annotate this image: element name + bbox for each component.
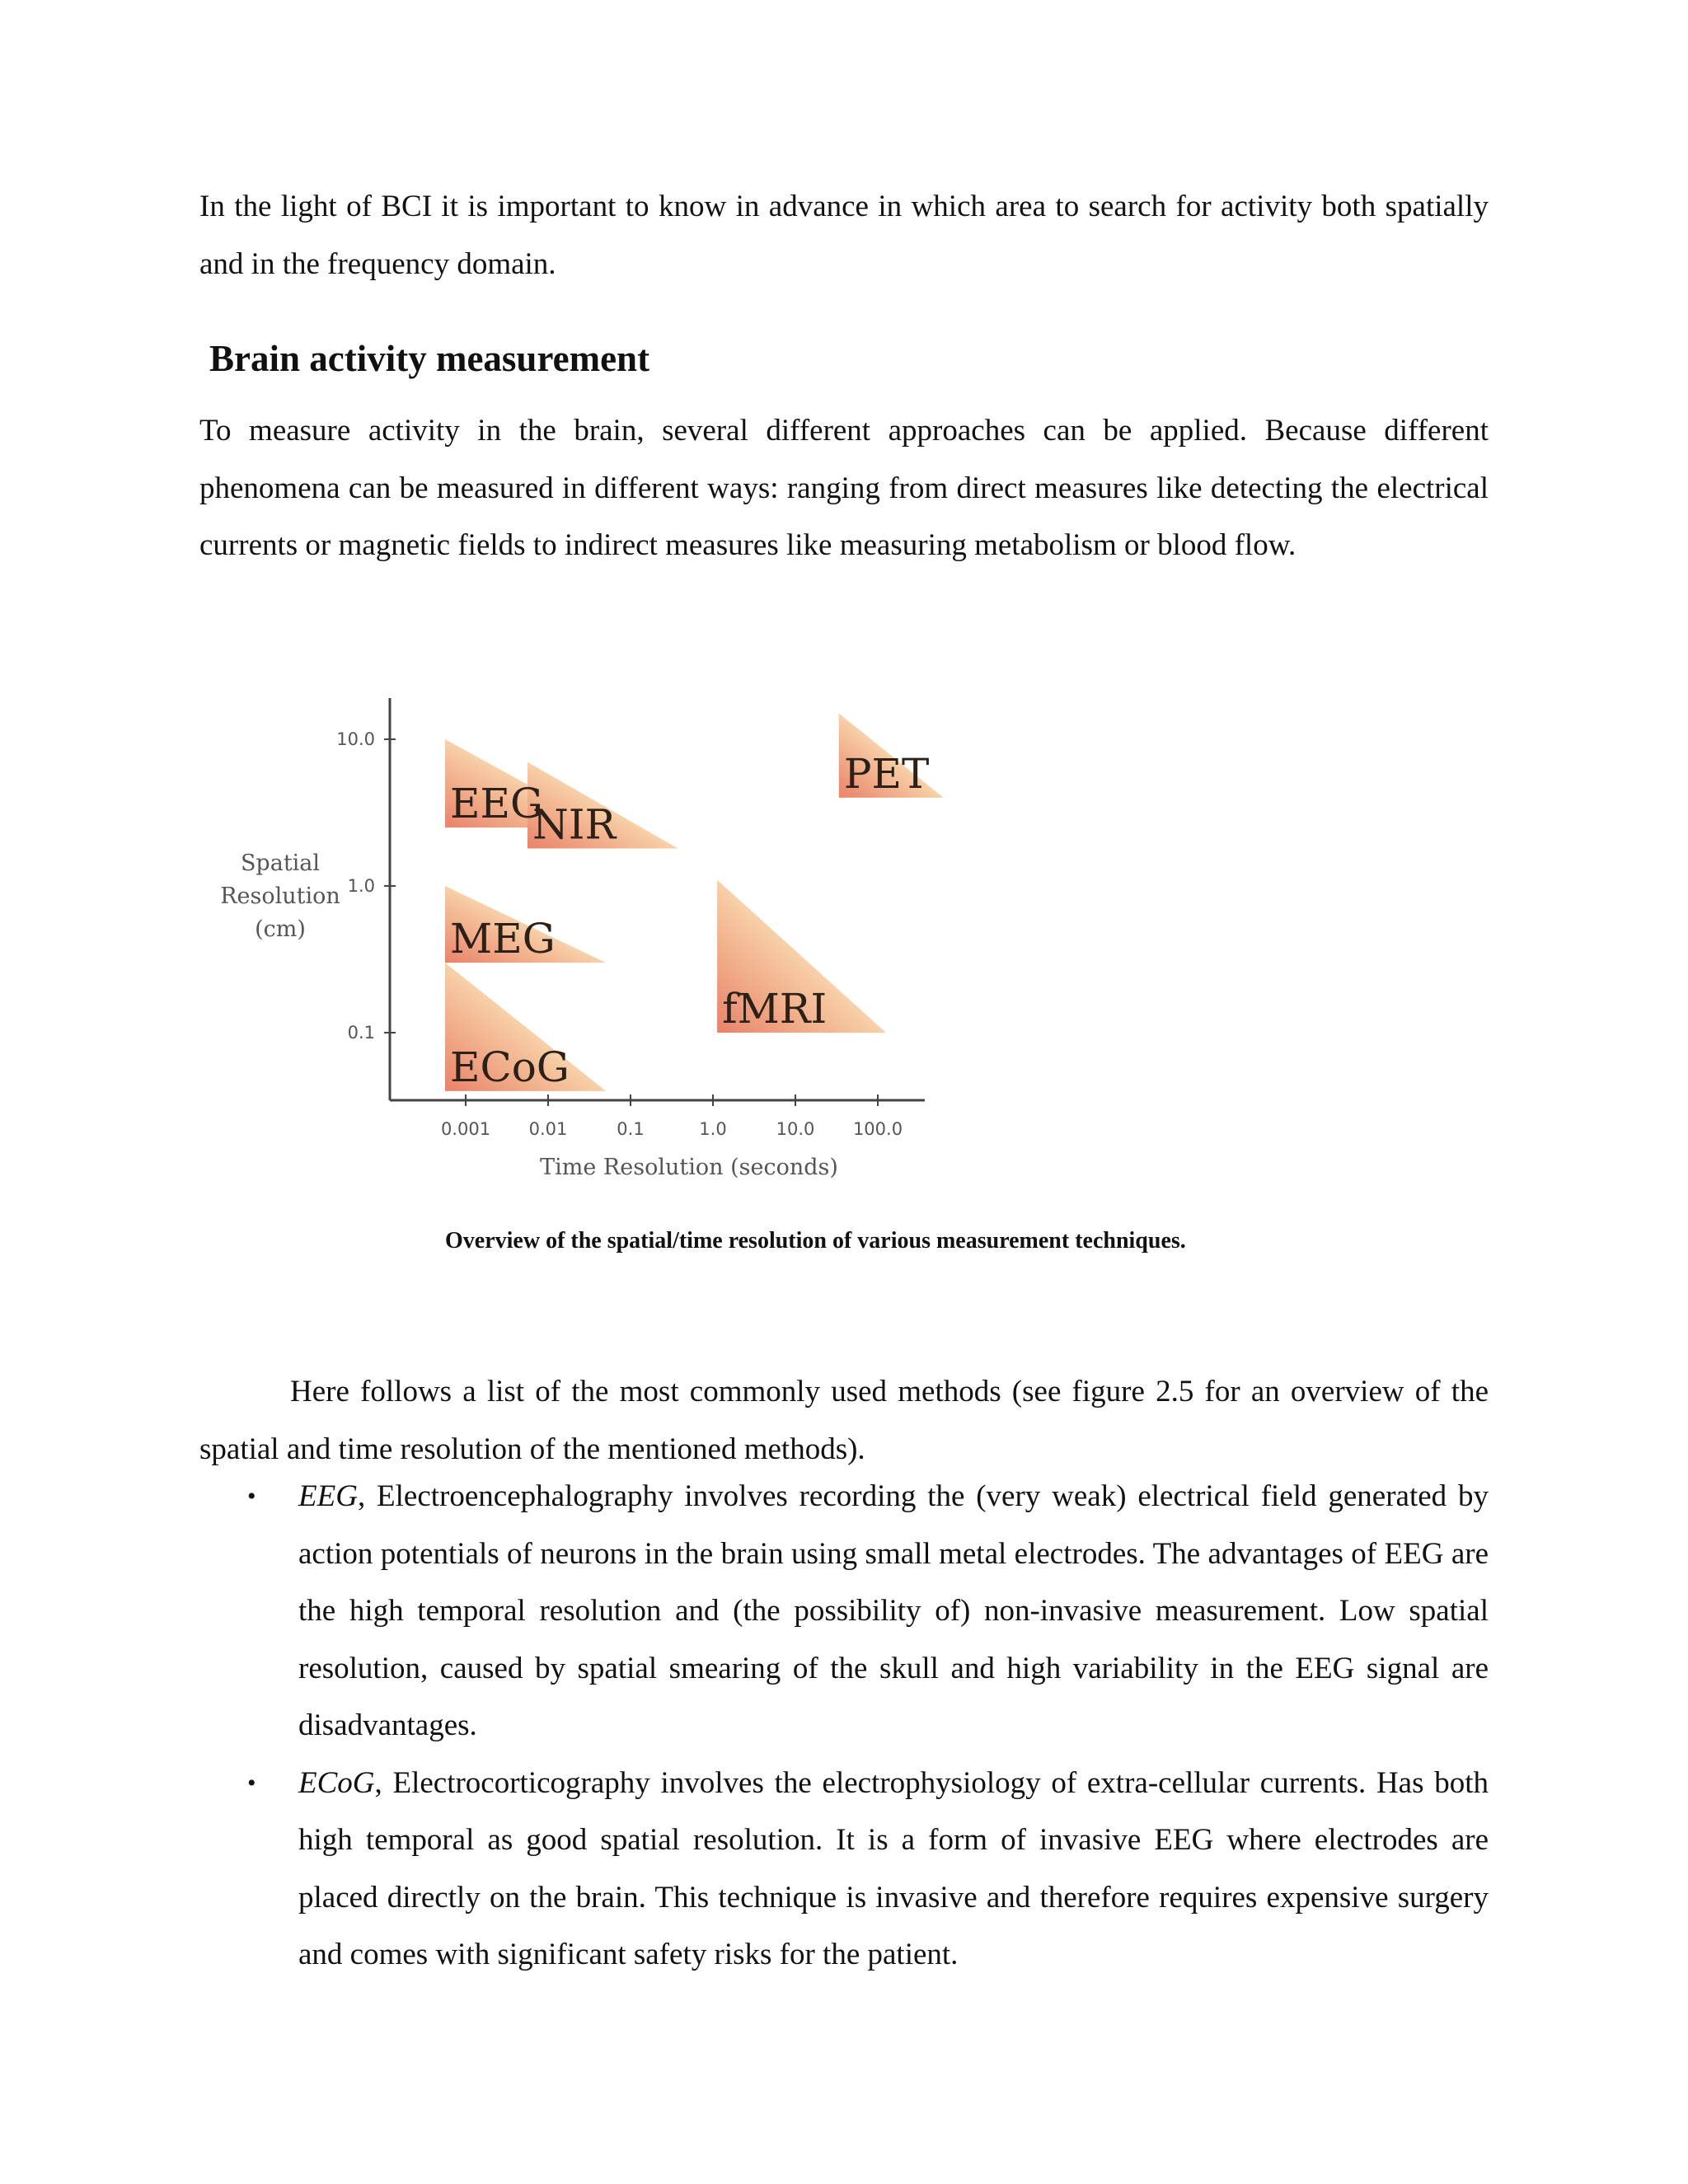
method-description: , Electrocorticography involves the electrophysiology of extra-cellular currents. Has both high temporal as good spatial resolution. It is a form of invasive EEG where electrodes are placed directly on the brain. This technique is invasive and therefore requires expensive surgery and comes with significant safety risks for the patient. (298, 1765, 1489, 1971)
y-tick-label: 10.0 (336, 729, 375, 749)
technique-label-ecog: ECoG (450, 1043, 570, 1091)
x-tick-label: 0.001 (440, 1119, 491, 1139)
list-item (199, 1755, 1489, 1984)
y-axis-title-line-2: Resolution (220, 883, 340, 909)
x-axis-title: Time Resolution (seconds) (540, 1155, 838, 1180)
y-axis-title-line-3: (cm) (255, 916, 306, 942)
technique-label-eeg: EEG (450, 780, 543, 828)
bullet-icon: • (247, 1483, 256, 1510)
x-tick-label: 0.01 (528, 1119, 568, 1139)
technique-label-nir: NIR (532, 800, 617, 849)
x-tick-label: 1.0 (699, 1119, 727, 1139)
technique-label-fmri: fMRI (722, 985, 828, 1033)
list-item (199, 1468, 1489, 1755)
method-term: EEG (298, 1479, 358, 1513)
bullet-icon: • (247, 1769, 256, 1797)
intro-paragraph: In the light of BCI it is important to know in advance in which area to search for activity both spatially and in the frequency domain. (199, 190, 1489, 281)
method-description: , Electroencephalography involves recording the (very weak) electrical field generated by action potentials of neurons in the brain using small metal electrodes. The advantages of EEG are the high temporal resolution and (the possibility of) non-invasive measurement. Low spatial resolution, caused by spatial smearing of the skull and high variability in the EEG signal are disadvantages. (298, 1479, 1489, 1742)
measurement-paragraph: To measure activity in the brain, several different approaches can be applied. Because different phenomena can be measured in different ways: ranging from direct measures like detecting the electrical currents or magnetic fields to indirect measures like measuring metabolism or blood flow. (199, 414, 1489, 562)
y-tick-label: 1.0 (347, 876, 375, 896)
technique-label-pet: PET (843, 749, 930, 798)
technique-label-meg: MEG (450, 915, 556, 963)
methods-list (199, 1468, 1489, 1984)
resolution-chart (214, 684, 973, 1195)
y-axis-title-line-1: Spatial (240, 851, 321, 876)
list-intro-paragraph: Here follows a list of the most commonly used methods (see figure 2.5 for an overview of the spatial and time resolution of the mentioned methods). (199, 1375, 1489, 1466)
figure-caption: Overview of the spatial/time resolution of various measurement techniques. (445, 1228, 1186, 1254)
y-tick-label: 0.1 (347, 1023, 375, 1043)
method-term: ECoG (298, 1765, 375, 1800)
x-tick-label: 0.1 (617, 1119, 645, 1139)
chart-ticks (336, 729, 903, 1139)
x-tick-label: 10.0 (776, 1119, 815, 1139)
x-tick-label: 100.0 (852, 1119, 903, 1139)
section-heading: Brain activity measurement (209, 338, 650, 379)
